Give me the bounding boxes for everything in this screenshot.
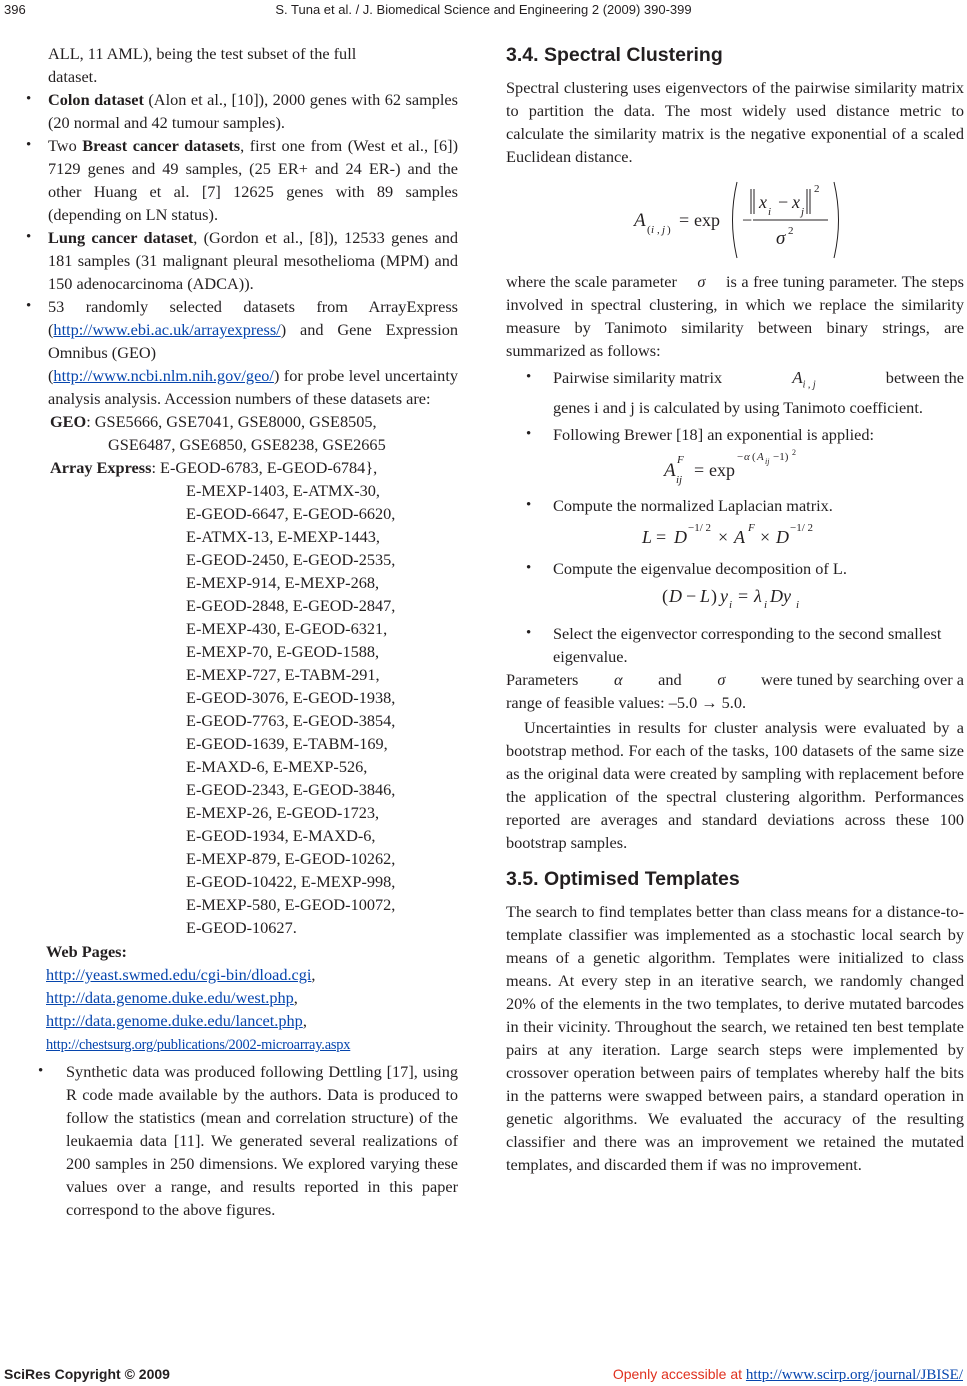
svg-text:σ: σ (776, 228, 786, 249)
eigen-equation (506, 580, 964, 614)
spectral-intro: Spectral clustering uses eigenvectors of the pairwise similarity matrix to partition the data. The most widely used distance metric to calculate the similarity matrix is the negative exponential of a scaled Euclidean distance. (506, 78, 964, 166)
bullet-icon: • (526, 426, 532, 443)
svg-text:−: − (742, 210, 753, 230)
svg-text:L: L (642, 527, 653, 548)
bullet-icon: • (26, 91, 32, 107)
svg-text:i: i (729, 599, 733, 612)
svg-text:−: − (737, 451, 744, 464)
list-item-random: • 53 randomly selected datasets from ArrayExpress (http://www.ebi.ac.uk/arrayexpress/) and Gene Expression Omnibus (GEO) (http://www.ncbi.nlm.nih.gov/geo/) for probe level uncertainty analysis analysis. Accession numbers of these datasets are: (26, 297, 458, 408)
accession-row: E-MEXP-26, E-GEOD-1723, (186, 803, 380, 822)
scale-parameter-text: where the scale parameter σ is a free tuning parameter. The steps involved in spectral clustering, in which we replace the similarity measure by Tanimoto similarity between binary strings, are summarized as follows: (506, 272, 965, 360)
accession-row: E-MEXP-70, E-GEOD-1588, (186, 642, 380, 661)
svg-text:(: ( (647, 224, 651, 236)
svg-text:=: = (656, 527, 667, 548)
aij-symbol: $A_{i , j}$ (792, 368, 816, 391)
step-eigen: • Compute the eigenvalue decomposition of L. (526, 559, 847, 579)
svg-text:=: = (679, 210, 690, 230)
svg-text:−: − (778, 192, 789, 212)
svg-text:A: A (734, 527, 745, 548)
accession-row: E-MEXP-914, E-MEXP-268, (186, 573, 380, 592)
svg-text:A: A (757, 451, 764, 464)
left-column (26, 42, 458, 1221)
svg-text:D: D (669, 586, 682, 607)
similarity-equation (506, 174, 964, 266)
accession-row: E-MEXP-430, E-GEOD-6321, (186, 619, 388, 638)
footer-copyright: SciRes Copyright © 2009 (4, 1366, 170, 1382)
templates-text: The search to find templates better than class means for a distance-to-template classifier was implemented as a stochastic local search by means of a genetic algorithm. Templates were initialized to class means. At every step in an iterative search, we randomly changed 20% of the elements in the two templates, to derive mutated barcodes in their vicinity. Throughout the search, we retained ten best template pairs at any iteration. Large search steps were implemented by crossover operation between pairs of templates whereby half the bits in the patterns were swapped between pairs, a standard operation in genetic algorithms. We evaluated the accuracy of the resulting classifier and there was an improvement we retained the mutated templates, and discarded them if was no improvement. (506, 902, 964, 1175)
svg-text:A: A (634, 210, 646, 231)
svg-text:=: = (694, 460, 705, 481)
web-link-yeast[interactable]: http://yeast.swmed.edu/cgi-bin/dload.cgi (46, 965, 312, 984)
page-header (0, 0, 967, 24)
running-title: S. Tuna et al. / J. Biomedical Science and Engineering 2 (2009) 390-399 (275, 2, 692, 17)
accession-row: E-MEXP-879, E-GEOD-10262, (186, 849, 396, 868)
accession-row: E-MEXP-580, E-GEOD-10072, (186, 895, 396, 914)
web-pages: Web Pages: http://yeast.swmed.edu/cgi-bin/dload.cgi, http://data.genome.duke.edu/west.php, http://data.genome.duke.edu/lancet.php, http://chestsurg.org/publications/2002-microarray.aspx (46, 942, 351, 1053)
alpha-symbol: α (613, 670, 623, 690)
bullet-icon: • (526, 560, 532, 577)
svg-text:−1/ 2: −1/ 2 (688, 522, 712, 535)
bullet-icon: • (26, 137, 32, 153)
svg-text:λ: λ (754, 586, 762, 607)
svg-text:2: 2 (792, 448, 796, 458)
accession-row: E-GEOD-6647, E-GEOD-6620, (186, 504, 396, 523)
accession-row: E-MEXP-727, E-TABM-291, (186, 665, 380, 684)
step-exponential: • Following Brewer [18] an exponential is applied: (526, 425, 875, 445)
svg-text:−1): −1) (773, 451, 789, 464)
accession-row: E-GEOD-7763, E-GEOD-3854, (186, 711, 396, 730)
svg-text:D: D (776, 527, 789, 548)
svg-text:i: i (764, 599, 768, 612)
right-column (506, 42, 964, 1176)
svg-text:ij: ij (765, 457, 770, 467)
svg-text:F: F (677, 454, 684, 467)
accession-row: E-GEOD-2450, E-GEOD-2535, (186, 550, 396, 569)
accession-row: E-GEOD-2848, E-GEOD-2847, (186, 596, 396, 615)
accession-row: E-ATMX-13, E-MEXP-1443, (186, 527, 380, 546)
journal-link[interactable]: http://www.scirp.org/journal/JBISE/ (745, 1367, 963, 1383)
intro-text: ALL, 11 AML), being the test subset of the full dataset. (48, 44, 357, 86)
svg-text:j: j (662, 224, 666, 236)
svg-text:α: α (744, 451, 750, 464)
svg-text:×: × (718, 527, 729, 548)
svg-text:j: j (801, 206, 805, 218)
geo-link[interactable]: http://www.ncbi.nlm.nih.gov/geo/ (53, 366, 274, 385)
step-similarity: • Pairwise similarity matrix $A_{i , j}$ between the genes i and j is calculated by using Tanimoto coefficient. (526, 368, 964, 418)
accession-row: E-GEOD-1934, E-MAXD-6, (186, 826, 376, 845)
svg-text:×: × (760, 527, 771, 548)
svg-text:x: x (792, 192, 800, 212)
svg-text:i: i (651, 224, 655, 236)
list-item-colon: • Colon dataset (Alon et al., [10]), 2000 genes with 62 samples (20 normal and 42 tumour samples). (26, 90, 458, 132)
web-link-west[interactable]: http://data.genome.duke.edu/west.php (46, 988, 294, 1007)
svg-text:=: = (738, 586, 749, 607)
svg-text:): ) (711, 586, 717, 607)
list-item-lung: • Lung cancer dataset, (Gordon et al., [8]), 12533 genes and 181 samples (31 malignant pleural mesothelioma (MPM) and 150 adenocarcinoma (ADCA)). (26, 228, 458, 293)
svg-text:Dy: Dy (770, 586, 791, 607)
sigma-symbol: σ (697, 272, 706, 291)
svg-text:−: − (686, 586, 697, 607)
svg-text:y: y (720, 586, 728, 607)
svg-text:ij: ij (676, 474, 683, 487)
accession-row: E-GEOD-10627. (186, 918, 297, 937)
svg-text:): ) (667, 224, 671, 236)
svg-text:2: 2 (788, 225, 794, 237)
svg-text:−1/ 2: −1/ 2 (790, 522, 814, 535)
web-link-chestsurg[interactable]: http://chestsurg.org/publications/2002-microarray.aspx (46, 1037, 351, 1053)
accession-row: E-GEOD-10422, E-MEXP-998, (186, 872, 396, 891)
bullet-icon: • (526, 369, 532, 385)
arrayexpress-accessions: Array Express: E-GEOD-6783, E-GEOD-6784}, E-MEXP-1403, E-ATMX-30, E-GEOD-6647, E-GEOD-6620, E-ATMX-13, E-MEXP-1443, E-GEOD-2450, E-GEOD-2535, E-MEXP-914, E-MEXP-268, E-GEOD-2848, E-GEOD-2847, E-MEXP-430, E-GEOD-6321, E-MEXP-70, E-GEOD-1588, E-MEXP-727, E-TABM-291, E-GEOD-3076, E-GEOD-1938, E-GEOD-7763, E-GEOD-3854, E-GEOD-1639, E-TABM-169, E-MAXD-6, E-MEXP-526, E-GEOD-2343, E-GEOD-3846, E-MEXP-26, E-GEOD-1723, E-GEOD-1934, E-MAXD-6, E-MEXP-879, E-GEOD-10262, E-GEOD-10422, E-MEXP-998, E-MEXP-580, E-GEOD-10072, E-GEOD-10627. (50, 456, 458, 939)
svg-text:i: i (768, 206, 772, 218)
accession-row: E-GEOD-3076, E-GEOD-1938, (186, 688, 396, 707)
svg-text:(: ( (662, 586, 668, 607)
uncertainty-text: Uncertainties in results for cluster analysis were evaluated by a bootstrap method. For each of the tasks, 100 datasets of the same size as the original data were created by sampling with replacement before the application of the spectral clustering algorithm. Performances reported are averages and standard deviations across these 100 bootstrap samples. (506, 718, 964, 853)
svg-text:(: ( (752, 451, 756, 464)
page-number: 396 (4, 2, 26, 17)
geo-accessions: GEO: GSE5666, GSE7041, GSE8000, GSE8505, GSE6487, GSE6850, GSE8238, GSE2665 (50, 412, 386, 454)
svg-text:A: A (664, 460, 676, 482)
svg-text:F: F (748, 522, 755, 535)
svg-text:,: , (657, 224, 660, 236)
bullet-icon: • (26, 298, 32, 314)
svg-text:i: i (796, 599, 800, 612)
arrayexpress-link[interactable]: http://www.ebi.ac.uk/arrayexpress/ (53, 320, 281, 339)
web-link-lancet[interactable]: http://data.genome.duke.edu/lancet.php (46, 1011, 303, 1030)
bullet-icon: • (38, 1063, 44, 1079)
bullet-icon: • (26, 229, 32, 245)
list-item-synthetic: • Synthetic data was produced following Dettling [17], using R code made available by the authors. Data is produced to follow the statistics (mean and correlation structure) of the leukaemia data [11]. We generated several realizations of 200 samples in 250 dimensions. We explored varying these values over a range, and results reported in this paper correspond to the above figures. (38, 1062, 458, 1219)
accession-row: E-MAXD-6, E-MEXP-526, (186, 757, 368, 776)
svg-text:x: x (759, 192, 767, 212)
parameters-text: Parameters α and σ were tuned by searching over a range of feasible values: –5.0 → 5.0. (506, 670, 964, 713)
step-laplacian: • Compute the normalized Laplacian matrix. (526, 496, 833, 516)
svg-text:2: 2 (814, 183, 820, 195)
step-select: • Select the eigenvector corresponding to the second smallest eigenvalue. (526, 624, 942, 667)
laplacian-equation (506, 517, 964, 551)
section-heading-spectral: 3.4. Spectral Clustering (506, 44, 723, 66)
bullet-icon: • (526, 625, 532, 642)
web-pages-label: Web Pages: (46, 942, 127, 961)
sigma-symbol-2: σ (717, 670, 726, 690)
accession-row: E-MEXP-1403, E-ATMX-30, (186, 481, 380, 500)
exponential-equation (506, 446, 964, 486)
bullet-icon: • (526, 497, 532, 514)
svg-text:exp: exp (709, 460, 735, 481)
accession-row: E-GEOD-2343, E-GEOD-3846, (186, 780, 396, 799)
accession-row: E-GEOD-1639, E-TABM-169, (186, 734, 388, 753)
svg-text:L: L (700, 586, 711, 607)
list-item-breast: • Two Breast cancer datasets, first one from (West et al., [6]) 7129 genes and 49 samples, (25 ER+ and 24 ER-) and the other Huang et al. [7] 12625 genes with 89 samples (depending on LN status). (26, 136, 458, 224)
svg-text:D: D (674, 527, 687, 548)
section-heading-templates: 3.5. Optimised Templates (506, 868, 740, 891)
svg-text:exp: exp (694, 210, 720, 230)
footer-open-access: Openly accessible at http://www.scirp.org/journal/JBISE/ (612, 1366, 963, 1383)
